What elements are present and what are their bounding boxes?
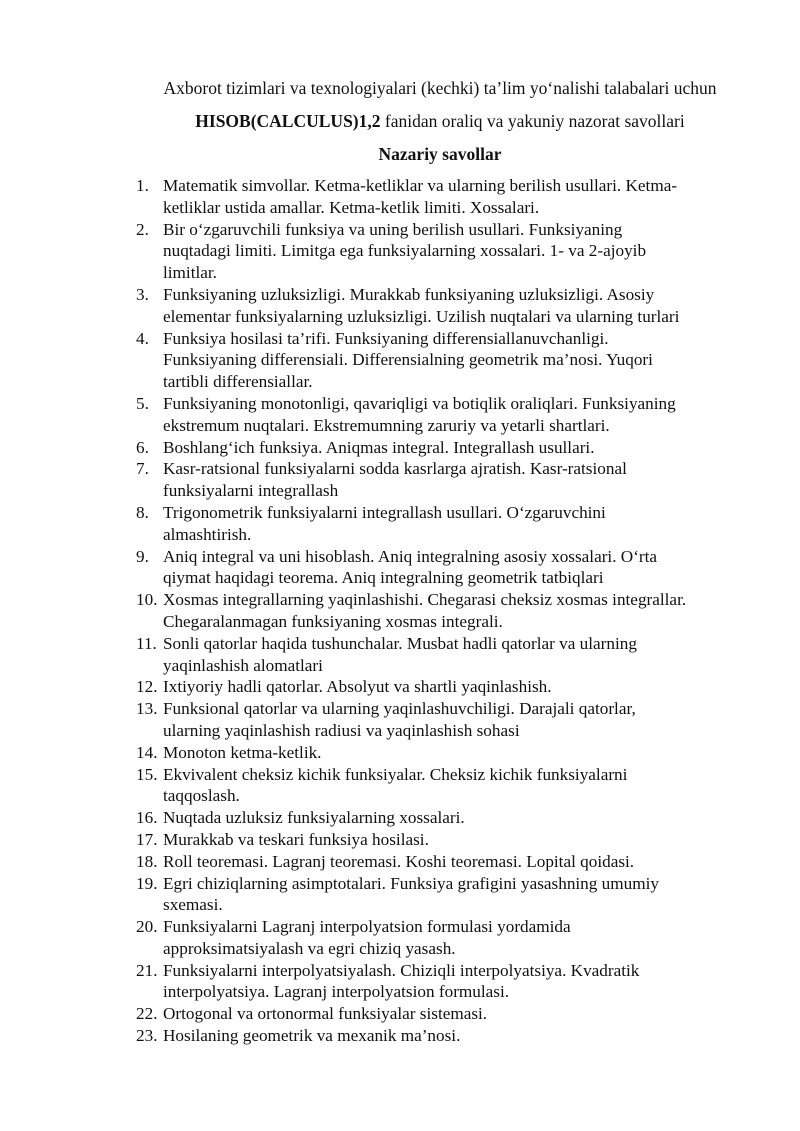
- question-number: 20.: [136, 917, 158, 937]
- question-number: 18.: [136, 851, 158, 871]
- question-number: 4.: [136, 328, 149, 348]
- question-text-line: nuqtadagi limiti. Limitga ega funksiyalarning xossalari. 1- va 2-ajoyib: [163, 241, 647, 261]
- question-text-line: almashtirish.: [163, 524, 252, 544]
- question-item: [136, 393, 756, 437]
- question-item: [136, 175, 756, 219]
- question-number: 3.: [136, 284, 149, 304]
- course-description: fanidan oraliq va yakuniy nazorat savollari: [380, 111, 685, 131]
- course-name: HISOB(CALCULUS)1,2: [195, 111, 381, 131]
- question-text-line: Funksiyaning monotonligi, qavariqligi va botiqlik oraliqlari. Funksiyaning: [163, 393, 676, 413]
- question-number: 6.: [136, 437, 149, 457]
- question-number: 13.: [136, 699, 158, 719]
- question-number: 22.: [136, 1004, 158, 1024]
- header-course-line: [110, 110, 770, 132]
- question-text-line: interpolyatsiya. Lagranj interpolyatsion formulasi.: [163, 982, 510, 1002]
- question-text-line: qiymat haqidagi teorema. Aniq integralning geometrik tatbiqlari: [163, 568, 604, 588]
- question-text-line: ekstremum nuqtalari. Ekstremumning zaruriy va yetarli shartlari.: [163, 415, 610, 435]
- question-text-line: Funksiya hosilasi ta’rifi. Funksiyaning differensiallanuvchanligi.: [163, 328, 609, 348]
- question-text-line: Matematik simvollar. Ketma-ketliklar va ularning berilish usullari. Ketma-: [163, 176, 678, 195]
- question-item: [136, 1003, 756, 1025]
- question-text-line: Ixtiyoriy hadli qatorlar. Absolyut va shartli yaqinlashish.: [163, 677, 552, 697]
- question-text-line: Funksional qatorlar va ularning yaqinlashuvchiligi. Darajali qatorlar,: [163, 699, 636, 719]
- question-text-line: Murakkab va teskari funksiya hosilasi.: [163, 829, 429, 849]
- question-number: 16.: [136, 808, 158, 828]
- question-text-line: Roll teoremasi. Lagranj teoremasi. Koshi teoremasi. Lopital qoidasi.: [163, 851, 635, 871]
- question-text-line: Funksiyaning uzluksizligi. Murakkab funksiyaning uzluksizligi. Asosiy: [163, 284, 655, 304]
- question-number: 8.: [136, 502, 149, 522]
- question-number: 5.: [136, 393, 149, 413]
- question-number: 11.: [136, 633, 157, 653]
- question-text-line: Sonli qatorlar haqida tushunchalar. Musbat hadli qatorlar va ularning: [163, 633, 637, 653]
- question-item: [136, 764, 756, 808]
- question-text-line: Ortogonal va ortonormal funksiyalar sistemasi.: [163, 1004, 488, 1024]
- question-list: [136, 175, 756, 1047]
- question-number: 23.: [136, 1026, 158, 1046]
- question-text-line: approksimatsiyalash va egri chiziq yasash.: [163, 938, 456, 958]
- question-text-line: Funksiyaning differensiali. Differensialning geometrik ma’nosi. Yuqori: [163, 350, 653, 370]
- question-text-line: Xosmas integrallarning yaqinlashishi. Chegarasi cheksiz xosmas integrallar.: [163, 590, 687, 610]
- section-title: Nazariy savollar: [378, 144, 502, 164]
- question-item: [136, 698, 756, 742]
- question-number: 1.: [136, 176, 149, 195]
- question-text-line: Funksiyalarni Lagranj interpolyatsion formulasi yordamida: [163, 917, 571, 937]
- question-number: 7.: [136, 459, 149, 479]
- question-text-line: Ekvivalent cheksiz kichik funksiyalar. Cheksiz kichik funksiyalarni: [163, 764, 628, 784]
- question-item: [136, 633, 756, 677]
- question-text-line: limitlar.: [163, 263, 217, 283]
- question-item: [136, 1025, 756, 1047]
- question-text-line: ularning yaqinlashish radiusi va yaqinlashish sohasi: [163, 720, 520, 740]
- question-item: [136, 328, 756, 393]
- question-text-line: sxemasi.: [163, 895, 223, 915]
- question-number: 9.: [136, 546, 149, 566]
- question-item: [136, 829, 756, 851]
- question-number: 19.: [136, 873, 158, 893]
- question-text-line: Egri chiziqlarning asimptotalari. Funksiya grafigini yasashning umumiy: [163, 873, 659, 893]
- question-item: [136, 873, 756, 917]
- question-text-line: Nuqtada uzluksiz funksiyalarning xossalari.: [163, 808, 465, 828]
- question-text-line: taqqoslash.: [163, 786, 240, 806]
- question-number: 15.: [136, 764, 158, 784]
- header-audience-line: Axborot tizimlari va texnologiyalari (kechki) ta’lim yo‘nalishi talabalari uchun: [163, 78, 717, 98]
- question-item: [136, 502, 756, 546]
- question-item: [136, 589, 756, 633]
- question-text-line: elementar funksiyalarning uzluksizligi. Uzilish nuqtalari va ularning turlari: [163, 306, 680, 326]
- question-number: 10.: [136, 590, 158, 610]
- question-item: [136, 916, 756, 960]
- question-text-line: funksiyalarni integrallash: [163, 481, 339, 501]
- question-item: [136, 676, 756, 698]
- question-text-line: Chegaralanmagan funksiyaning xosmas integrali.: [163, 611, 503, 631]
- question-text-line: Bir o‘zgaruvchili funksiya va uning berilish usullari. Funksiyaning: [163, 219, 623, 239]
- question-item: [136, 546, 756, 590]
- question-item: [136, 851, 756, 873]
- question-item: [136, 219, 756, 284]
- question-item: [136, 960, 756, 1004]
- question-item: [136, 742, 756, 764]
- question-item: [136, 284, 756, 328]
- question-text-line: ketliklar ustida amallar. Ketma-ketlik limiti. Xossalari.: [163, 197, 540, 217]
- question-text-line: Aniq integral va uni hisoblash. Aniq integralning asosiy xossalari. O‘rta: [163, 546, 658, 566]
- question-text-line: Hosilaning geometrik va mexanik ma’nosi.: [163, 1026, 461, 1046]
- question-text-line: Monoton ketma-ketlik.: [163, 742, 322, 762]
- question-number: 21.: [136, 960, 158, 980]
- question-text-line: tartibli differensiallar.: [163, 372, 313, 392]
- question-number: 2.: [136, 219, 149, 239]
- question-number: 14.: [136, 742, 158, 762]
- question-text-line: Trigonometrik funksiyalarni integrallash usullari. O‘zgaruvchini: [163, 502, 606, 522]
- question-item: [136, 458, 756, 502]
- question-text-line: Kasr-ratsional funksiyalarni sodda kasrlarga ajratish. Kasr-ratsional: [163, 459, 627, 479]
- question-text-line: Funksiyalarni interpolyatsiyalash. Chiziqli interpolyatsiya. Kvadratik: [163, 960, 640, 980]
- question-number: 12.: [136, 677, 158, 697]
- question-text-line: Boshlang‘ich funksiya. Aniqmas integral. Integrallash usullari.: [163, 437, 595, 457]
- question-item: [136, 437, 756, 459]
- question-item: [136, 807, 756, 829]
- question-number: 17.: [136, 829, 158, 849]
- question-text-line: yaqinlashish alomatlari: [163, 655, 323, 675]
